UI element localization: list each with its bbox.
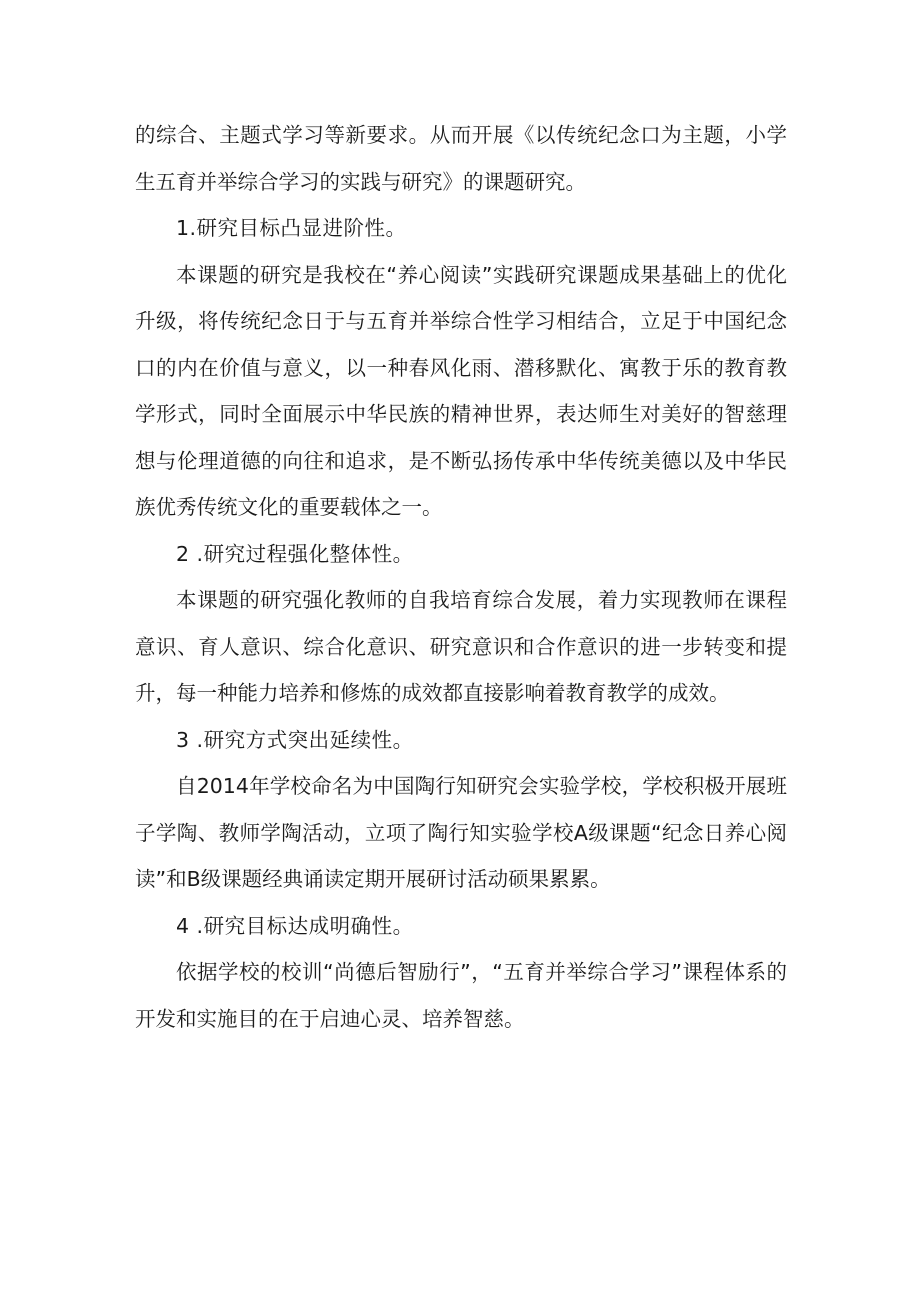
section-heading-2: 2 .研究过程强化整体性。 [176, 541, 414, 566]
section-heading-4: 4 .研究目标达成明确性。 [176, 913, 414, 938]
paragraph-section-1: 本课题的研究是我校在“养心阅读”实践研究课题成果基础上的优化升级，将传统纪念日于与五育并举综合性学习相结合，立足于中国纪念口的内在价值与意义，以一种春风化雨、潜移默化、寓教于乐的教育教学形式，同时全面展示中华民族的精神世界，表达师生对美好的智慈理想与伦理道德的向往和追求，是不断弘扬传承中华传统美德以及中华民族优秀传统文化的重要载体之一。 [135, 262, 787, 519]
document-body [135, 112, 787, 1042]
paragraph-continuation: 的综合、主题式学习等新要求。从而开展《以传统纪念口为主题，小学生五育并举综合学习的实践与研究》的课题研究。 [135, 123, 787, 194]
paragraph-section-3: 自2014年学校命名为中国陶行知研究会实验学校，学校积极开展班子学陶、教师学陶活动，立项了陶行知实验学校A级课题“纪念日养心阅读”和B级课题经典诵读定期开展研讨活动硕果累累。 [135, 774, 787, 891]
paragraph-section-4: 依据学校的校训“尚德后智励行”，“五育并举综合学习”课程体系的开发和实施目的在于启迪心灵、培养智慈。 [135, 960, 787, 1031]
section-heading-3: 3 .研究方式突出延续性。 [176, 727, 414, 752]
paragraph-section-2: 本课题的研究强化教师的自我培育综合发展，着力实现教师在课程意识、育人意识、综合化意识、研究意识和合作意识的进一步转变和提升，每一种能力培养和修炼的成效都直接影响着教育教学的成效。 [135, 588, 787, 705]
section-heading-1: 1.研究目标凸显进阶性。 [176, 216, 407, 240]
